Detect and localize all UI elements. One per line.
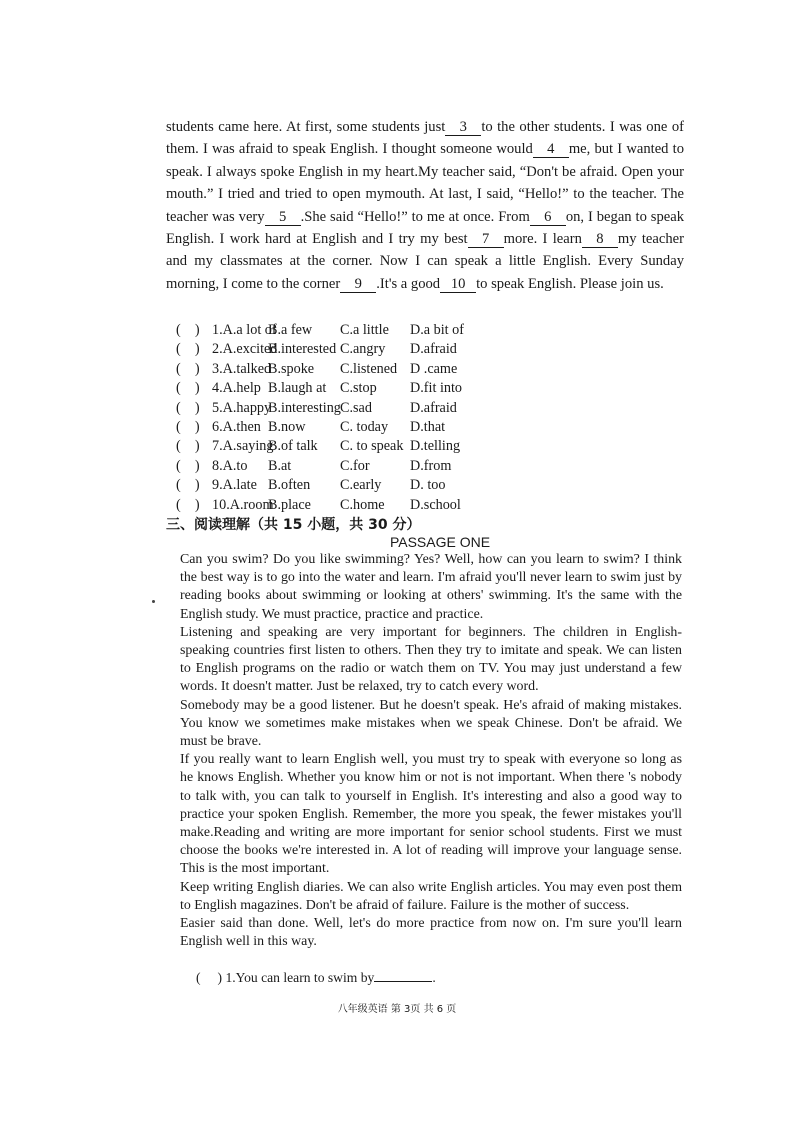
cloze-options-list [176, 321, 596, 515]
cloze-blank[interactable]: 4 [533, 141, 569, 158]
reading-paragraph: Somebody may be a good listener. But he doesn't speak. He's afraid of making mistakes. You know we sometimes make mistakes when we speak Chinese. Don't be afraid. We must be brave. [180, 697, 682, 750]
cloze-passage [166, 116, 684, 295]
section-title: 三、阅读理解（共 15 小题，共 30 分） [166, 517, 421, 533]
option-c: C.listened [340, 360, 398, 377]
cloze-blank[interactable]: 7 [468, 231, 504, 248]
answer-parentheses[interactable]: ( ) [176, 438, 200, 455]
passage-title: PASSAGE ONE [389, 534, 491, 550]
reading-paragraph: If you really want to learn English well, you must try to speak with everyone so long as he knows English. Whether you know him or not is not important. When there 's nobody to talk with, you can talk to yourself in English. It's interesting and also a good way to practice your spoken English. Remember, the more you speak, the fewer mistakes you'll make.Reading and writing are more important for senior school students. First we must choose the books we're interested in. A lot of reading will improve your language sense. This is the most important. [180, 752, 682, 877]
option-row [176, 476, 596, 495]
answer-parentheses[interactable]: ( ) [176, 341, 200, 358]
option-a: 8.A.to [212, 457, 248, 474]
option-a: 4.A.help [212, 380, 261, 397]
option-c: C. to speak [340, 438, 404, 455]
cloze-text: to speak English. Please join us. [476, 275, 664, 292]
scan-speck [152, 600, 155, 603]
option-b: B.laugh at [268, 380, 327, 397]
page-footer: 八年级英语 第 3页 共 6 页 [337, 1004, 457, 1015]
reading-paragraph: Easier said than done. Well, let's do more practice from now on. I'm sure you'll learn English well in this way. [180, 916, 682, 950]
option-c: C. today [340, 419, 389, 436]
option-a: 10.A.room [212, 496, 274, 513]
answer-parentheses[interactable]: ( ) [176, 399, 200, 416]
question-end: . [432, 970, 436, 985]
option-b: B.place [268, 496, 311, 513]
cloze-blank[interactable]: 3 [445, 119, 481, 136]
option-row [176, 379, 596, 398]
cloze-blank[interactable]: 5 [265, 209, 301, 226]
answer-parentheses[interactable]: ( ) [176, 360, 200, 377]
option-row [176, 496, 596, 515]
option-a: 6.A.then [212, 419, 261, 436]
answer-blank[interactable] [374, 981, 432, 982]
reading-passage [180, 551, 682, 951]
answer-parentheses[interactable]: ( ) [176, 477, 200, 494]
question-1 [196, 970, 436, 986]
option-d: D.telling [410, 438, 461, 455]
option-b: B.often [268, 477, 311, 494]
option-row [176, 340, 596, 359]
cloze-text: to the other students. I was one of them. I was afraid to speak English. I thought someone would [166, 119, 684, 158]
cloze-text: students came here. At first, some students just [166, 119, 446, 135]
option-c: C.a little [340, 322, 389, 338]
cloze-blank[interactable]: 10 [440, 276, 476, 293]
option-d: D.from [410, 457, 452, 474]
option-d: D.school [410, 496, 461, 513]
cloze-text: .She said “Hello!” to me at once. From [300, 208, 530, 225]
option-c: C.sad [340, 399, 372, 416]
option-d: D.fit into [410, 380, 463, 397]
option-a: 5.A.happy [212, 399, 272, 416]
option-a: 7.A.saying [212, 438, 274, 455]
cloze-text: me, but I wanted to speak. I always spoke English in my heart.My teacher said, “Don't be afraid. Open your mouth.” I tried and tried to open mymouth. At last, I said, “Hello!” to the teacher. The teacher was very [166, 141, 684, 225]
answer-parentheses[interactable]: ( ) [176, 322, 200, 338]
answer-parentheses[interactable]: ( ) [176, 496, 200, 513]
answer-parentheses[interactable]: ( ) [176, 419, 200, 436]
cloze-text: .It's a good [376, 275, 441, 292]
option-row [176, 399, 596, 418]
option-d: D. too [410, 477, 446, 494]
option-row [176, 321, 596, 340]
option-c: C.home [340, 496, 385, 513]
option-c: C.for [340, 457, 370, 474]
option-d: D.afraid [410, 399, 457, 416]
question-text: 1.You can learn to swim by [225, 970, 375, 985]
option-b: B.interesting [268, 399, 341, 416]
option-row [176, 437, 596, 456]
cloze-text: my teacher and my classmates at the corner. Now I can speak a little English. Every Sunday morning, I come to the corner [166, 231, 684, 292]
option-d: D .came [410, 360, 458, 377]
cloze-blank[interactable]: 8 [582, 231, 618, 248]
reading-paragraph: Keep writing English diaries. We can also write English articles. You may even post them to English magazines. Don't be afraid of failure. Failure is the mother of success. [180, 879, 682, 913]
option-b: B.interested [268, 341, 337, 358]
answer-parentheses[interactable]: ( ) [176, 457, 200, 474]
option-c: C.angry [340, 341, 386, 358]
option-b: B.a few [268, 322, 313, 338]
option-a: 9.A.late [212, 477, 257, 494]
option-a: 3.A.talked [212, 360, 272, 377]
cloze-text: on, I began to speak English. I work hard at English and I try my best [166, 208, 685, 248]
option-d: D.a bit of [410, 322, 464, 338]
option-a: 2.A.excited [212, 341, 278, 358]
option-b: B.spoke [268, 360, 315, 377]
cloze-blank[interactable]: 9 [340, 276, 376, 293]
option-a: 1.A.a lot of [212, 322, 277, 338]
option-d: D.afraid [410, 341, 457, 358]
option-b: B.at [268, 457, 292, 474]
cloze-text: more. I learn [503, 231, 582, 248]
reading-paragraph: Listening and speaking are very important for beginners. The children in English-speaking countries first listen to others. Then they try to imitate and speak. We can listen to English programs on the radio or watch them on TV. You may just understand a few words. It doesn't matter. Just be relaxed, try to catch every word. [180, 624, 682, 695]
cloze-paragraph [166, 116, 684, 295]
option-d: D.that [410, 419, 446, 436]
option-b: B.now [268, 419, 306, 436]
option-b: B.of talk [268, 438, 318, 455]
option-row [176, 457, 596, 476]
cloze-blank[interactable]: 6 [530, 209, 566, 226]
option-row [176, 418, 596, 437]
answer-parentheses[interactable]: ( ) [176, 380, 200, 397]
option-c: C.early [340, 477, 382, 494]
answer-parentheses[interactable]: ( ) [196, 970, 223, 985]
option-row [176, 360, 596, 379]
option-c: C.stop [340, 380, 377, 397]
reading-paragraph: Can you swim? Do you like swimming? Yes? Well, how can you learn to swim? I think the best way is to go into the water and learn. I'm afraid you'll never learn to swim just by reading books about swimming or looking at others' swimming. It's the same with the English study. We must practice, practice and practice. [180, 552, 682, 622]
